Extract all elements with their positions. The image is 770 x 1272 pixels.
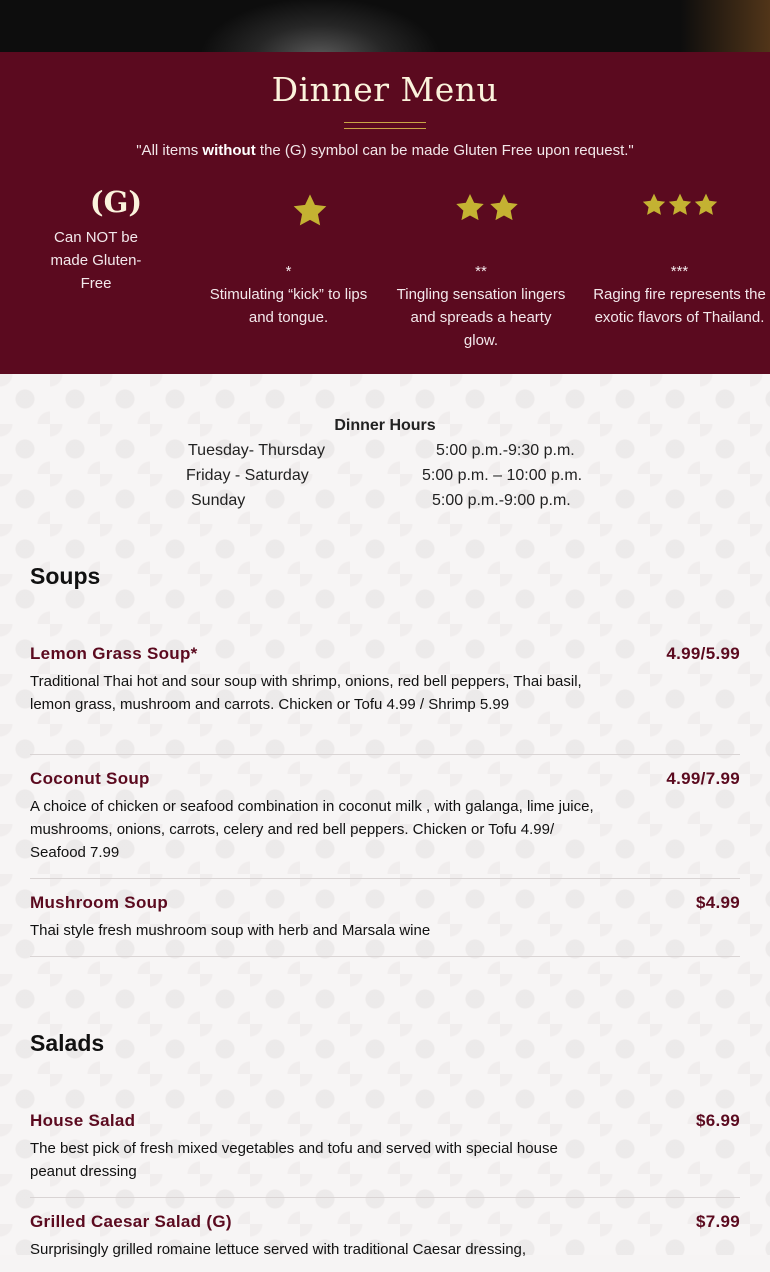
item-price: 4.99/7.99 (666, 769, 740, 788)
three-stars-icon (592, 192, 767, 232)
item-name: House Salad (30, 1111, 136, 1130)
item-price: $6.99 (695, 1111, 740, 1130)
one-star-icon (196, 192, 381, 232)
spice-symbol: * (285, 263, 292, 280)
legend-label: Can NOT be made Gluten-Free (50, 229, 142, 292)
gf-note-text-start: "All items (136, 142, 203, 159)
legend-label: Tingling sensation lingers and spreads a hearty glow. (396, 286, 566, 349)
item-description: Surprisingly grilled romaine lettuce served with traditional Caesar dressing, (30, 1241, 527, 1258)
hours-time: 5:00 p.m.-9:00 p.m. (432, 492, 571, 509)
spice-symbol: ** (475, 263, 487, 280)
legend-hot (592, 192, 767, 329)
gluten-symbol: (G) (89, 185, 143, 219)
hours-row (0, 467, 770, 489)
section-title-soups: Soups (30, 563, 101, 589)
hours-days: Friday - Saturday (186, 467, 309, 484)
item-price: $4.99 (695, 893, 740, 912)
item-name: Grilled Caesar Salad (G) (30, 1212, 232, 1231)
gluten-free-note (0, 142, 770, 159)
menu-item (30, 1111, 740, 1198)
item-name: Lemon Grass Soup* (30, 644, 198, 663)
two-stars-icon (392, 192, 570, 232)
legend-mild (196, 192, 381, 329)
menu-content (0, 374, 770, 1258)
legend-medium (392, 192, 570, 352)
page-title: Dinner Menu (271, 70, 499, 109)
item-name: Mushroom Soup (30, 893, 168, 912)
menu-item (30, 1212, 740, 1272)
hero-image (0, 0, 770, 52)
menu-item (30, 893, 740, 957)
item-price: $7.99 (695, 1212, 740, 1231)
hours-time: 5:00 p.m. – 10:00 p.m. (422, 467, 583, 484)
legend-gluten (40, 185, 152, 295)
legend-label: Stimulating “kick” to lips and tongue. (209, 286, 368, 326)
spice-symbol: *** (670, 263, 689, 280)
item-description: Traditional Thai hot and sour soup with shrimp, onions, red bell peppers, Thai basil, lemon grass, mushroom and carrots. Chicken or Tofu 4.99 / Shrimp 5.99 (30, 673, 582, 713)
menu-item (30, 644, 740, 755)
item-description: Thai style fresh mushroom soup with herb and Marsala wine (30, 922, 431, 939)
hours-title: Dinner Hours (334, 417, 436, 434)
gf-note-text-end: the (G) symbol can be made Gluten Free upon request." (255, 142, 634, 159)
title-divider (344, 122, 426, 129)
item-name: Coconut Soup (30, 769, 150, 788)
menu-banner (0, 52, 770, 374)
legend-label: Raging fire represents the exotic flavors of Thailand. (593, 286, 766, 326)
menu-item (30, 769, 740, 879)
section-title-salads: Salads (30, 1030, 105, 1056)
item-description: The best pick of fresh mixed vegetables and tofu and served with special house peanut dressing (30, 1140, 558, 1180)
hours-row (0, 442, 770, 464)
hours-time: 5:00 p.m.-9:30 p.m. (436, 442, 575, 459)
hours-row (0, 492, 770, 514)
hours-days: Sunday (191, 492, 246, 509)
hours-days: Tuesday- Thursday (188, 442, 325, 459)
item-price: 4.99/5.99 (666, 644, 740, 663)
gf-note-emphasis: without (202, 142, 256, 159)
item-description: A choice of chicken or seafood combination in coconut milk , with galanga, lime juice, mushrooms, onions, carrots, celery and red bell peppers. Chicken or Tofu 4.99/ Seafood 7.99 (30, 798, 594, 861)
